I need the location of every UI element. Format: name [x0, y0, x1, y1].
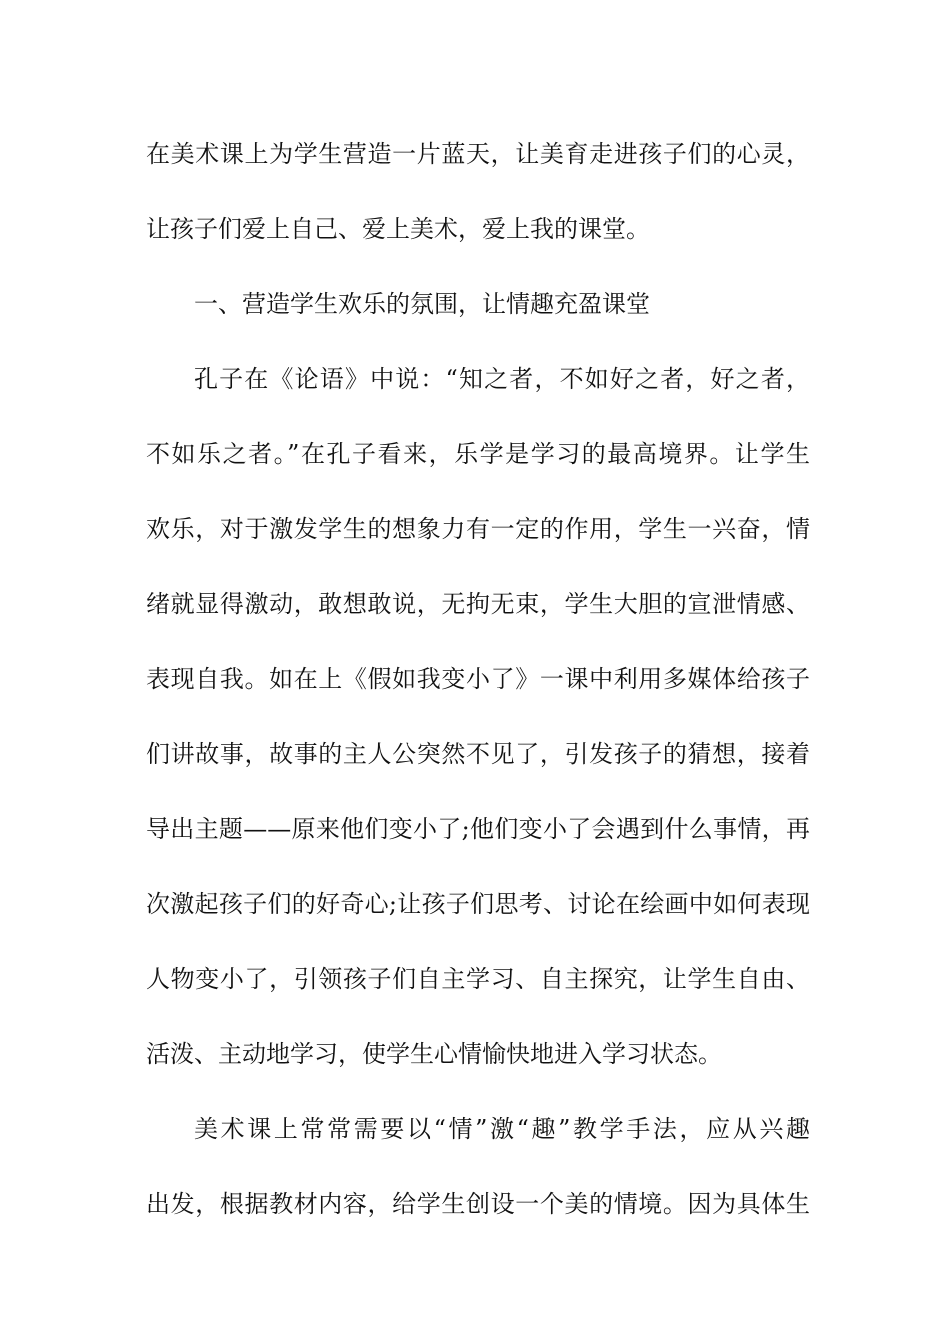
text-line: 不如乐之者。”在孔子看来，乐学是学习的最高境界。让学生 — [146, 440, 810, 468]
text-line: 美术课上常常需要以“情”激“趣”教学手法，应从兴趣 — [194, 1115, 810, 1143]
body-text — [146, 128, 810, 1253]
section-heading: 一、营造学生欢乐的氛围，让情趣充盈课堂 — [194, 290, 650, 318]
text-line: 孔子在《论语》中说：“知之者，不如好之者，好之者， — [194, 365, 810, 393]
text-line: 出发，根据教材内容，给学生创设一个美的情境。因为具体生 — [146, 1190, 810, 1218]
text-line: 们讲故事，故事的主人公突然不见了，引发孩子的猜想，接着 — [146, 740, 810, 768]
text-line: 导出主题——原来他们变小了;他们变小了会遇到什么事情，再 — [146, 815, 810, 843]
text-line: 活泼、主动地学习，使学生心情愉快地进入学习状态。 — [146, 1040, 722, 1068]
text-line: 次激起孩子们的好奇心;让孩子们思考、讨论在绘画中如何表现 — [146, 890, 810, 918]
text-line: 在美术课上为学生营造一片蓝天，让美育走进孩子们的心灵， — [146, 140, 810, 168]
text-line: 让孩子们爱上自己、爱上美术，爱上我的课堂。 — [146, 215, 650, 243]
text-line: 绪就显得激动，敢想敢说，无拘无束，学生大胆的宣泄情感、 — [146, 590, 810, 618]
text-line: 表现自我。如在上《假如我变小了》一课中利用多媒体给孩子 — [146, 665, 810, 693]
text-line: 欢乐，对于激发学生的想象力有一定的作用，学生一兴奋，情 — [146, 515, 810, 543]
text-line: 人物变小了，引领孩子们自主学习、自主探究，让学生自由、 — [146, 965, 810, 993]
